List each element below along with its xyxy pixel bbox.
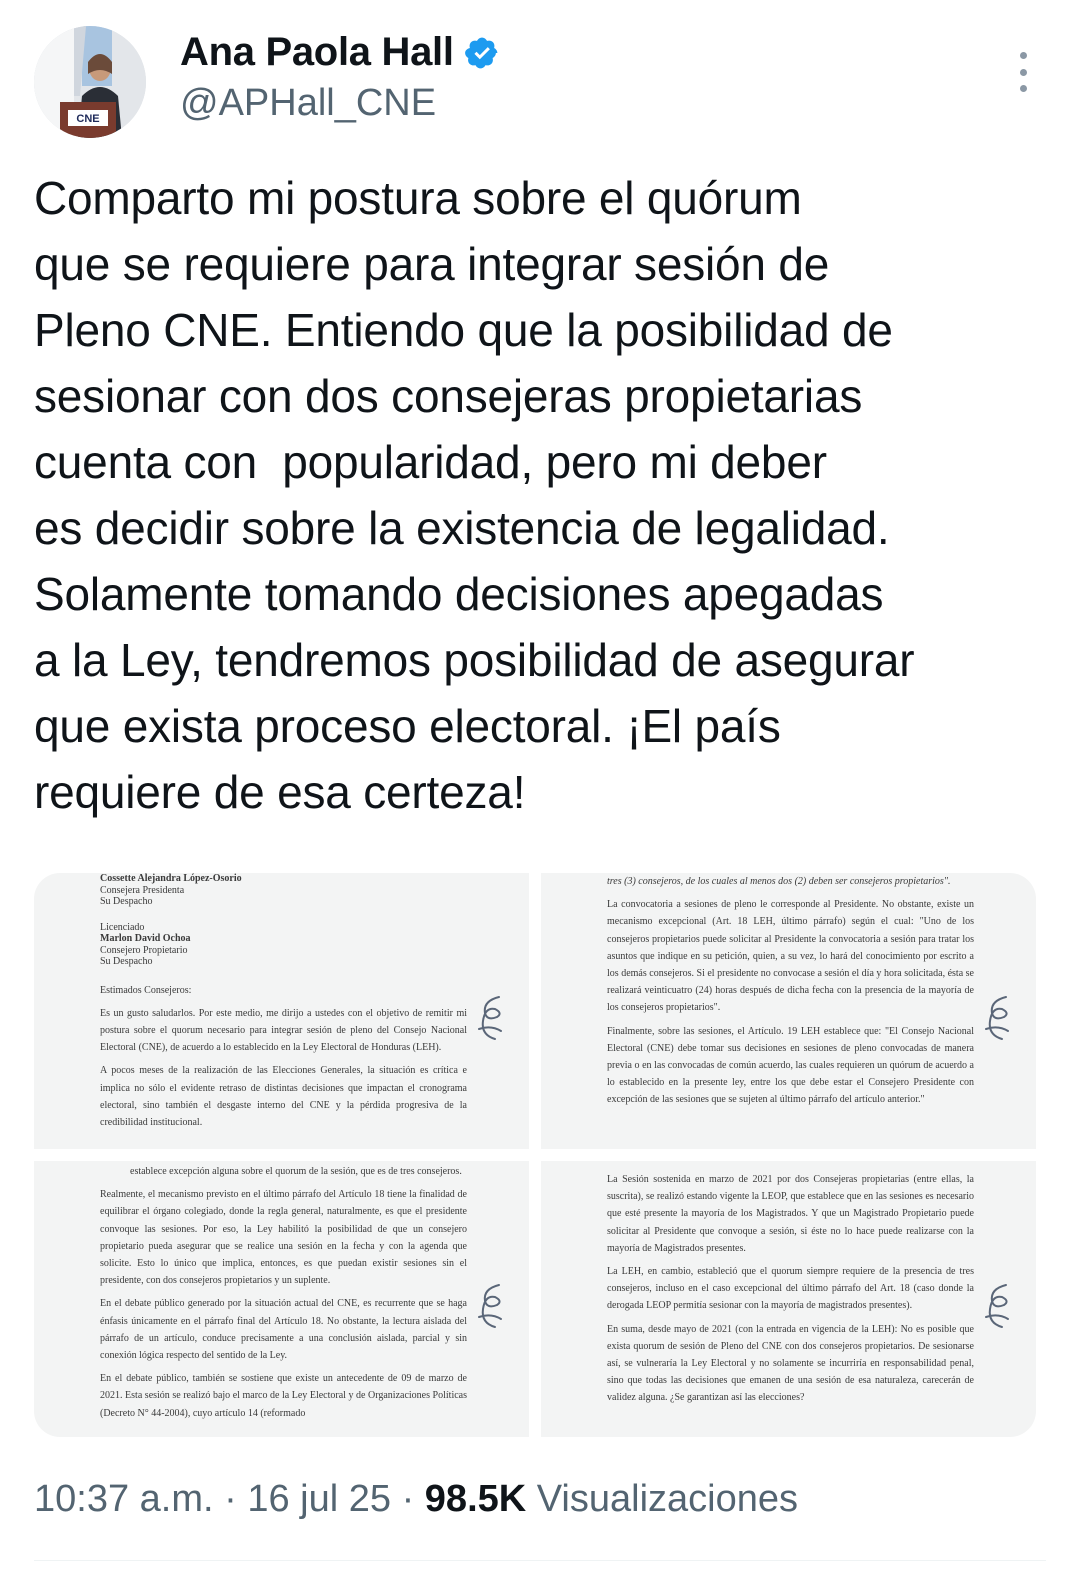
doc3-paragraph: Realmente, el mecanismo previsto en el último párrafo del Artículo 18 tiene la finalidad de equilibrar el órgano colegiado, donde la regla general, naturalmente, es que el presidente convoque las sesiones. Por eso, la Ley habilitó la posibilidad de que un consejero propietario pueda asegurar que se realice una sesión en la fecha y con la agenda que solicite. Esto lo único que implica, entonces, es que puedan existir sesiones sin el presidente, con dos consejeros propietarios y un suplente. (100, 1189, 467, 1287)
doc4-paragraph: La LEH, en cambio, estableció que el quorum siempre requiere de la presencia de tres consejeros, incluso en el caso excepcional del último párrafo del Art. 18 (caso donde la derogada LEOP permitía sesionar con la mayoría de magistrados presentes). (607, 1266, 974, 1312)
document-image-2[interactable] (541, 873, 1036, 1149)
document-image-1[interactable] (34, 873, 529, 1149)
doc4-paragraph: En suma, desde mayo de 2021 (con la entrada en vigencia de la LEH): No es posible que exista quorum de sesión de Pleno del CNE con dos consejeros propietarios. De sesionarse así, se vulneraría la Ley Electoral y no solamente se incurriría en responsabilidad penal, sino que todas las decisiones que emanen de una sesión de esa naturaleza, carecerán de validez alguna. ¿Se garantizan así las elecciones? (607, 1323, 974, 1404)
signature-icon (980, 1279, 1014, 1339)
meta-separator: · (391, 1478, 425, 1520)
tweet-meta (34, 1478, 798, 1521)
doc3-paragraph: En el debate público, también se sostiene que existe un antecedente de 09 de marzo de 2021. Esta sesión se realizó bajo el marco de la Ley Electoral y de Organizaciones Políticas (Decreto N° 44-2004), cuyo artículo 14 (reformado (100, 1373, 467, 1419)
doc1-paragraph: Es un gusto saludarlos. Por este medio, me dirijo a ustedes con el objetivo de remitir mi postura sobre el quorum necesario para integrar sesión de pleno del Consejo Nacional Electoral (CNE), de acuerdo a lo establecido en la Ley Electoral de Honduras (LEH). (100, 1007, 467, 1054)
author-name-row[interactable] (180, 30, 500, 75)
doc2-paragraph: Finalmente, sobre las sesiones, el Artículo. 19 LEH establece que: "El Consejo Nacional Electoral (CNE) debe tomar sus decisiones en sesiones de pleno convocadas de manera previa o en las convocadas de común acuerdo, las cuales requieren un quórum de acuerdo a lo establecido en la presente ley, entre los que debe estar el Consejero Presidente con excepción de las sesiones que se sujeten al último párrafo del artículo anterior." (607, 1025, 974, 1106)
avatar-image (34, 26, 146, 138)
doc1-header-2: Licenciado Marlon David Ochoa Consejero Propietario Su Despacho (100, 921, 191, 967)
signature-icon (473, 1279, 507, 1339)
doc1-header: Cossette Alejandra López-Osorio Consejera Presidenta Su Despacho (100, 873, 242, 907)
tweet-date[interactable]: 16 jul 25 (247, 1478, 392, 1520)
verified-badge-icon (464, 35, 500, 71)
document-image-3[interactable] (34, 1161, 529, 1437)
doc2-paragraph: La convocatoria a sesiones de pleno le corresponde al Presidente. No obstante, existe un mecanismo excepcional (Art. 18 LEH, último párrafo) según el cual: "Uno de los consejeros propietarios puede solicitar al Presidente la convocatoria a sesión para tratar los asuntos que indique en su petición, quien, a su vez, lo hará del conocimiento por escrito a los demás consejeros. Si el presidente no convocase a sesión el día y hora solicitada, ésta se realizará veinticuatro (24) horas después de dicha fecha con la presencia de la mayoría de los consejeros propietarios". (607, 899, 974, 1014)
doc4-paragraph: La Sesión sostenida en marzo de 2021 por dos Consejeras propietarias (entre ellas, la suscrita), se realizó estando vigente la LEOP, que establece que en las sesiones es necesario que esté presente la mayoría de los Magistrados. Y que un Magistrado Propietario puede solicitar al Presidente que convoque a sesión, si éste no lo hace puede realizarse con la mayoría de Magistrados presentes. (607, 1174, 974, 1254)
author-display-name[interactable]: Ana Paola Hall (180, 30, 454, 74)
doc1-salutation: Estimados Consejeros: (100, 984, 192, 996)
doc2-paragraph: tres (3) consejeros, de los cuales al menos dos (2) deben ser consejeros propietarios". (607, 876, 951, 887)
views-count[interactable]: 98.5K (424, 1478, 527, 1520)
signature-icon (473, 991, 507, 1051)
media-grid[interactable] (34, 873, 1036, 1437)
doc1-paragraph: A pocos meses de la realización de las Elecciones Generales, la situación es crítica e implica no sólo el evidente retraso de distintas decisiones que impactan el cronograma electoral, sino también el desgaste interno del CNE y la pérdida progresiva de la credibilidad institucional. (100, 1065, 467, 1128)
more-options-icon[interactable] (1016, 52, 1030, 92)
doc3-paragraph: En el debate público generado por la situación actual del CNE, es recurrente que se haga énfasis únicamente en el párrafo final del Artículo 18. No obstante, la lectura aislada del párrafo de un artículo, conduce precisamente a una conclusión aislada, parcial y sin conexión lógica respecto del sentido de la Ley. (100, 1298, 467, 1362)
meta-separator: · (213, 1478, 248, 1520)
author-handle[interactable]: @APHall_CNE (180, 82, 437, 124)
tweet-time[interactable]: 10:37 a.m. (34, 1478, 214, 1520)
divider (34, 1560, 1046, 1561)
doc3-paragraph: establece excepción alguna sobre el quorum de la sesión, que es de tres consejeros. (130, 1166, 462, 1177)
document-image-4[interactable] (541, 1161, 1036, 1437)
tweet-text: Comparto mi postura sobre el quórum que se requiere para integrar sesión de Pleno CNE. Entiendo que la posibilidad de sesionar con dos consejeras propietarias cuenta con popularidad, pero mi deber es decidir sobre la existencia de legalidad. Solamente tomando decisiones apegadas a la Ley, tendremos posibilidad de asegurar que exista proceso electoral. ¡El país requiere de esa certeza! (34, 172, 915, 818)
signature-icon (980, 991, 1014, 1051)
avatar-sign-text: CNE (76, 113, 100, 125)
avatar[interactable] (34, 26, 146, 138)
views-label[interactable]: Visualizaciones (526, 1478, 798, 1520)
